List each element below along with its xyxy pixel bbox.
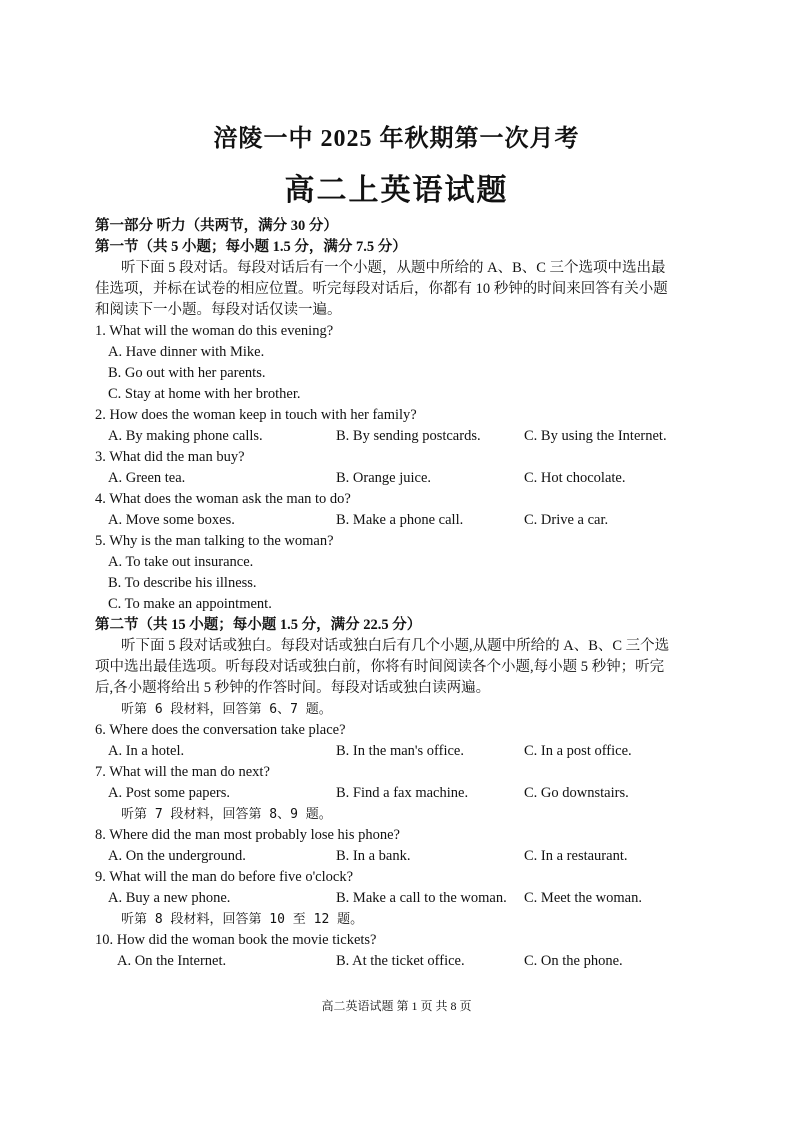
- instruction-line: 佳选项，并标在试卷的相应位置。听完每段对话后，你都有 10 秒钟的时间来回答有关小题: [95, 281, 668, 297]
- instruction-line: 后,各小题将给出 5 秒钟的作答时间。每段对话或独白读两遍。: [95, 680, 491, 696]
- instruction-line: 听下面 5 段对话。每段对话后有一个小题，从题中所给的 A、B、C 三个选项中选出最: [121, 260, 666, 276]
- option-b: B. In the man's office.: [336, 743, 464, 759]
- option-a: A. Move some boxes.: [108, 512, 235, 528]
- question-stem: 8. Where did the man most probably lose his phone?: [95, 827, 400, 843]
- material-note: 听第 7 段材料，回答第 8、9 题。: [121, 807, 332, 822]
- option-b: B. Make a phone call.: [336, 512, 464, 528]
- question-stem: 6. Where does the conversation take place?: [95, 722, 346, 738]
- options-row: [95, 846, 701, 867]
- option-b: B. Make a call to the woman.: [336, 890, 507, 906]
- question-stem: 3. What did the man buy?: [95, 449, 245, 465]
- option-c: C. Hot chocolate.: [524, 470, 626, 486]
- option-c: C. Drive a car.: [524, 512, 609, 528]
- option-b: B. Find a fax machine.: [336, 785, 469, 801]
- page-footer: 高二英语试题 第 1 页 共 8 页: [321, 999, 472, 1013]
- options-row: [95, 783, 701, 804]
- option-a: A. Have dinner with Mike.: [108, 344, 265, 360]
- option-b: B. Orange juice.: [336, 470, 432, 486]
- question-stem: 4. What does the woman ask the man to do?: [95, 491, 351, 507]
- options-row: [95, 741, 701, 762]
- question-stem: 1. What will the woman do this evening?: [95, 323, 334, 339]
- options-row: [95, 510, 701, 531]
- section1-heading: 第一节（共 5 小题；每小题 1.5 分，满分 7.5 分）: [95, 239, 407, 255]
- material-note: 听第 6 段材料，回答第 6、7 题。: [121, 702, 332, 717]
- option-a: A. Green tea.: [108, 470, 186, 486]
- option-b: B. To describe his illness.: [108, 575, 257, 591]
- options-row: [95, 468, 701, 489]
- option-b: B. By sending postcards.: [336, 428, 481, 444]
- option-a: A. On the Internet.: [117, 953, 227, 969]
- exam-content: [95, 216, 701, 972]
- option-c: C. By using the Internet.: [524, 428, 667, 444]
- option-c: C. On the phone.: [524, 953, 623, 969]
- question-stem: 7. What will the man do next?: [95, 764, 270, 780]
- question-stem: 10. How did the woman book the movie tickets?: [95, 932, 377, 948]
- option-a: A. Buy a new phone.: [108, 890, 231, 906]
- subject-exam-title: 高二上英语试题: [284, 174, 509, 207]
- options-row: [95, 426, 701, 447]
- option-a: A. On the underground.: [108, 848, 246, 864]
- instruction-line: 和阅读下一小题。每段对话仅读一遍。: [95, 302, 342, 318]
- part1-heading: 第一部分 听力（共两节，满分 30 分）: [95, 218, 338, 234]
- instruction-line: 项中选出最佳选项。听每段对话或独白前，你将有时间阅读各个小题,每小题 5 秒钟；听完: [95, 659, 665, 675]
- options-row: [95, 888, 701, 909]
- section1-instructions: [95, 258, 701, 321]
- instruction-line: 听下面 5 段对话或独白。每段对话或独白后有几个小题,从题中所给的 A、B、C 三个选: [121, 638, 670, 654]
- question-stem: 9. What will the man do before five o'clock?: [95, 869, 354, 885]
- option-c: C. In a restaurant.: [524, 848, 628, 864]
- school-exam-title: 涪陵一中 2025 年秋期第一次月考: [213, 126, 580, 152]
- option-b: B. At the ticket office.: [336, 953, 465, 969]
- section2-instructions: [95, 636, 701, 699]
- option-c: C. Meet the woman.: [524, 890, 642, 906]
- material-note: 听第 8 段材料，回答第 10 至 12 题。: [121, 912, 364, 927]
- option-b: B. Go out with her parents.: [108, 365, 266, 381]
- section2-heading: 第二节（共 15 小题；每小题 1.5 分，满分 22.5 分）: [95, 617, 422, 633]
- options-row: [95, 951, 701, 972]
- option-c: C. In a post office.: [524, 743, 632, 759]
- option-c: C. Stay at home with her brother.: [108, 386, 301, 402]
- option-b: B. In a bank.: [336, 848, 411, 864]
- option-c: C. To make an appointment.: [108, 596, 272, 612]
- option-c: C. Go downstairs.: [524, 785, 629, 801]
- option-a: A. Post some papers.: [108, 785, 231, 801]
- option-a: A. In a hotel.: [108, 743, 185, 759]
- question-stem: 5. Why is the man talking to the woman?: [95, 533, 334, 549]
- option-a: A. To take out insurance.: [108, 554, 254, 570]
- option-a: A. By making phone calls.: [108, 428, 263, 444]
- question-stem: 2. How does the woman keep in touch with her family?: [95, 407, 417, 423]
